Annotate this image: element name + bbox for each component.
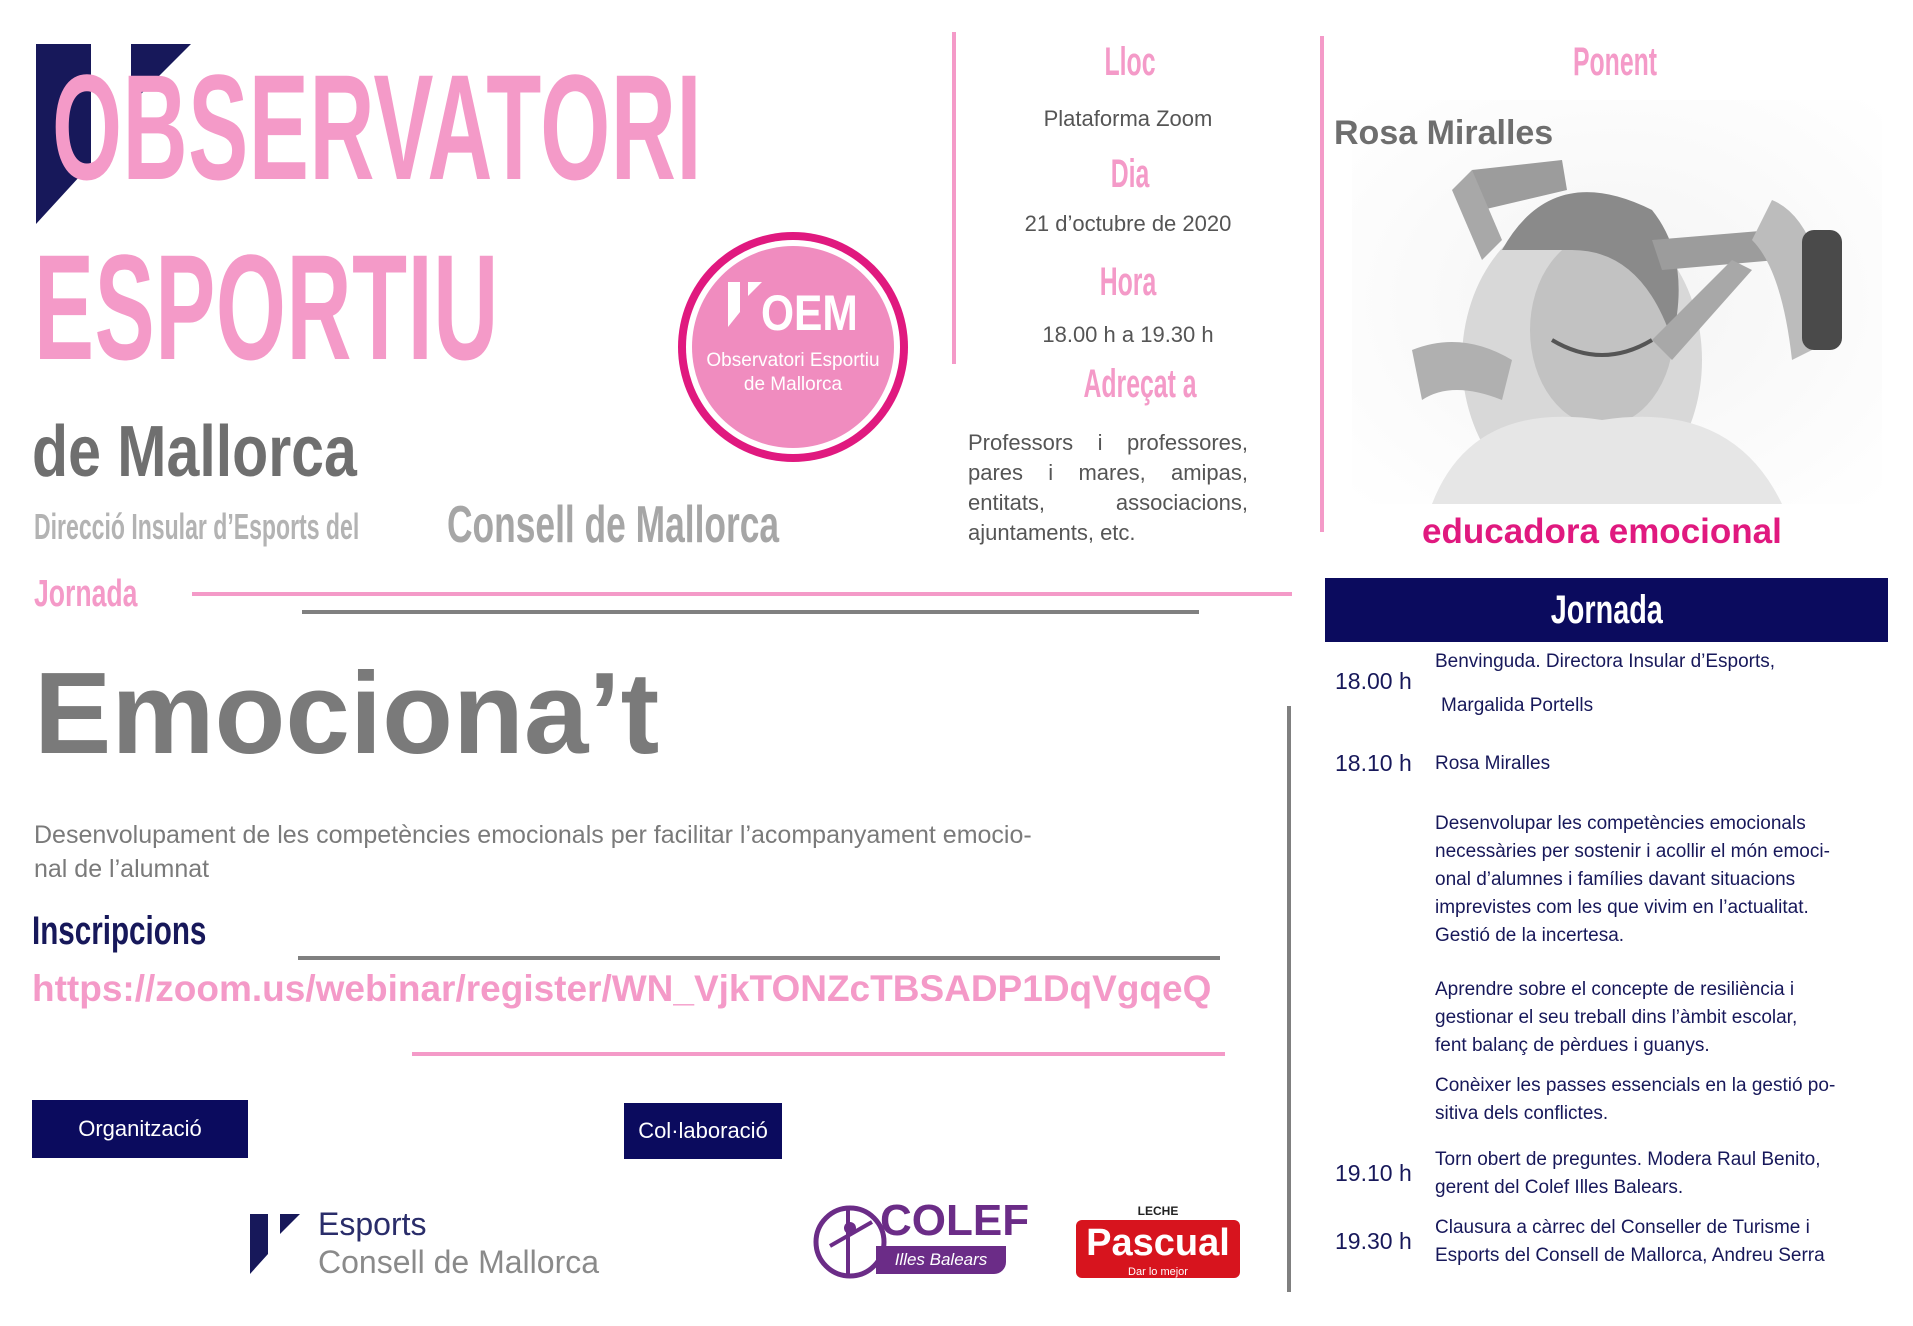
oem-line2: de Mallorca (743, 374, 843, 395)
schedule-line: Esports del Consell de Mallorca, Andreu Serra (1435, 1245, 1825, 1266)
event-description-line: Desenvolupament de les competències emocionals per facilitar l’acompanyament emocio- (34, 821, 1032, 849)
adrecat-list (968, 428, 1248, 548)
schedule-line: Conèixer les passes essencials en la gestió po- (1435, 1075, 1836, 1096)
adrecat-line: pares i mares, amipas, (968, 460, 1248, 485)
schedule-line: Rosa Miralles (1435, 753, 1551, 774)
colef-sub: Illes Balears (876, 1246, 1006, 1274)
schedule-item (1435, 750, 1875, 778)
organitzacio-button: Organització (32, 1100, 248, 1158)
inscripcions-label: Inscripcions (32, 909, 207, 953)
registration-link[interactable]: https://zoom.us/webinar/register/WN_VjkTONZcTBSADP1DqVgqeQ (32, 968, 1212, 1009)
schedule-line: gerent del Colef Illes Balears. (1435, 1177, 1684, 1198)
jornada-label: Jornada (34, 573, 138, 615)
adrecat-line: entitats, associacions, (968, 490, 1248, 515)
lloc-label: Lloc (1104, 40, 1156, 84)
speaker-photo-illustration (1352, 100, 1882, 504)
ponent-label: Ponent (1572, 40, 1658, 84)
divider-vertical-info-left (952, 32, 956, 364)
colef-name: COLEF (880, 1196, 1030, 1245)
divider-gray-mid (298, 956, 1220, 960)
schedule-line: Aprendre sobre el concepte de resiliència i (1435, 979, 1795, 1000)
schedule-line: gestionar el seu treball dins l’àmbit escolar, (1435, 1007, 1798, 1028)
jornada-label-wrap (34, 570, 182, 618)
pascual-tagline: Dar lo mejor (1128, 1266, 1188, 1278)
subtitle-small: Direcció Insular d’Esports del (34, 506, 360, 547)
schedule-time: 19.10 h (1335, 1160, 1412, 1186)
adrecat-line: ajuntaments, etc. (968, 520, 1136, 545)
schedule-line: Gestió de la incertesa. (1435, 925, 1625, 946)
lloc-value: Plataforma Zoom (1043, 106, 1213, 131)
divider-vertical-main (1287, 706, 1291, 1292)
schedule-item (1435, 1214, 1875, 1270)
schedule-item (1435, 1146, 1875, 1202)
schedule-time: 18.00 h (1335, 668, 1412, 694)
schedule-line: Margalida Portells (1441, 695, 1594, 716)
schedule-line: necessàries per sostenir i acollir el món emoci- (1435, 841, 1830, 862)
ponent-name: Rosa Miralles (1334, 114, 1554, 152)
schedule-line: imprevistes com les que vivim en l’actualitat. (1435, 897, 1809, 918)
schedule-item (1435, 976, 1875, 1060)
schedule-line: Torn obert de preguntes. Modera Raul Benito, (1435, 1149, 1821, 1170)
hora-label: Hora (1099, 260, 1157, 304)
schedule-line: sitiva dels conflictes. (1435, 1103, 1609, 1124)
oem-logo (678, 232, 908, 462)
schedule-time: 19.30 h (1335, 1228, 1412, 1254)
title-line1: OBSERVATORI (52, 43, 703, 211)
schedule-line: Benvinguda. Directora Insular d’Esports, (1435, 651, 1776, 672)
title-line3-wrap (32, 412, 428, 492)
subtitle-big: Consell de Mallorca (447, 496, 780, 554)
dia-value: 21 d’octubre de 2020 (1024, 211, 1232, 236)
pascual-logo (1076, 1204, 1240, 1284)
divider-vertical-info-right (1320, 36, 1324, 532)
schedule-line: onal d’alumnes i famílies davant situacions (1435, 869, 1796, 890)
schedule-header (1325, 578, 1888, 642)
schedule-title: Jornada (1550, 588, 1663, 632)
title-line3: de Mallorca (32, 412, 357, 492)
schedule-item (1435, 1072, 1875, 1128)
divider-pink-top (192, 592, 1292, 596)
speaker-photo (1352, 100, 1882, 504)
hora-value: 18.00 h a 19.30 h (1042, 322, 1214, 347)
schedule-line: Desenvolupar les competències emocionals (1435, 813, 1806, 834)
schedule-line: fent balanç de pèrdues i guanys. (1435, 1035, 1710, 1056)
collaboracio-button: Col·laboració (624, 1103, 782, 1159)
adrecat-label: Adreçat a (1083, 362, 1197, 406)
event-description (34, 818, 1274, 886)
oem-abbr-wrap (758, 286, 878, 340)
ponent-role: educadora emocional (1422, 512, 1782, 551)
esports-line2: Consell de Mallorca (318, 1244, 600, 1280)
colef-logo (810, 1196, 1030, 1282)
inscripcions-label-wrap (32, 906, 268, 956)
schedule-line: Clausura a càrrec del Conseller de Turisme i (1435, 1217, 1810, 1238)
esports-line1: Esports (318, 1206, 427, 1242)
title-line2: ESPORTIU (34, 223, 499, 391)
divider-gray-top (302, 610, 1199, 614)
subtitle-big-wrap (447, 496, 935, 554)
schedule-item (1435, 648, 1875, 720)
event-description-line: nal de l’alumnat (34, 855, 210, 883)
dia-label: Dia (1110, 152, 1150, 196)
adrecat-line: Professors i professores, (968, 430, 1248, 455)
pascual-name: Pascual (1086, 1222, 1230, 1264)
esports-logo-icon (250, 1214, 302, 1274)
oem-abbr: OEM (761, 285, 858, 341)
oem-line1: Observatori Esportiu (706, 350, 880, 371)
pascual-top: LECHE (1137, 1204, 1179, 1218)
event-title: Emociona’t (34, 648, 660, 778)
divider-pink-bottom (412, 1052, 1225, 1056)
schedule-item (1435, 810, 1875, 950)
schedule-time: 18.10 h (1335, 750, 1412, 776)
